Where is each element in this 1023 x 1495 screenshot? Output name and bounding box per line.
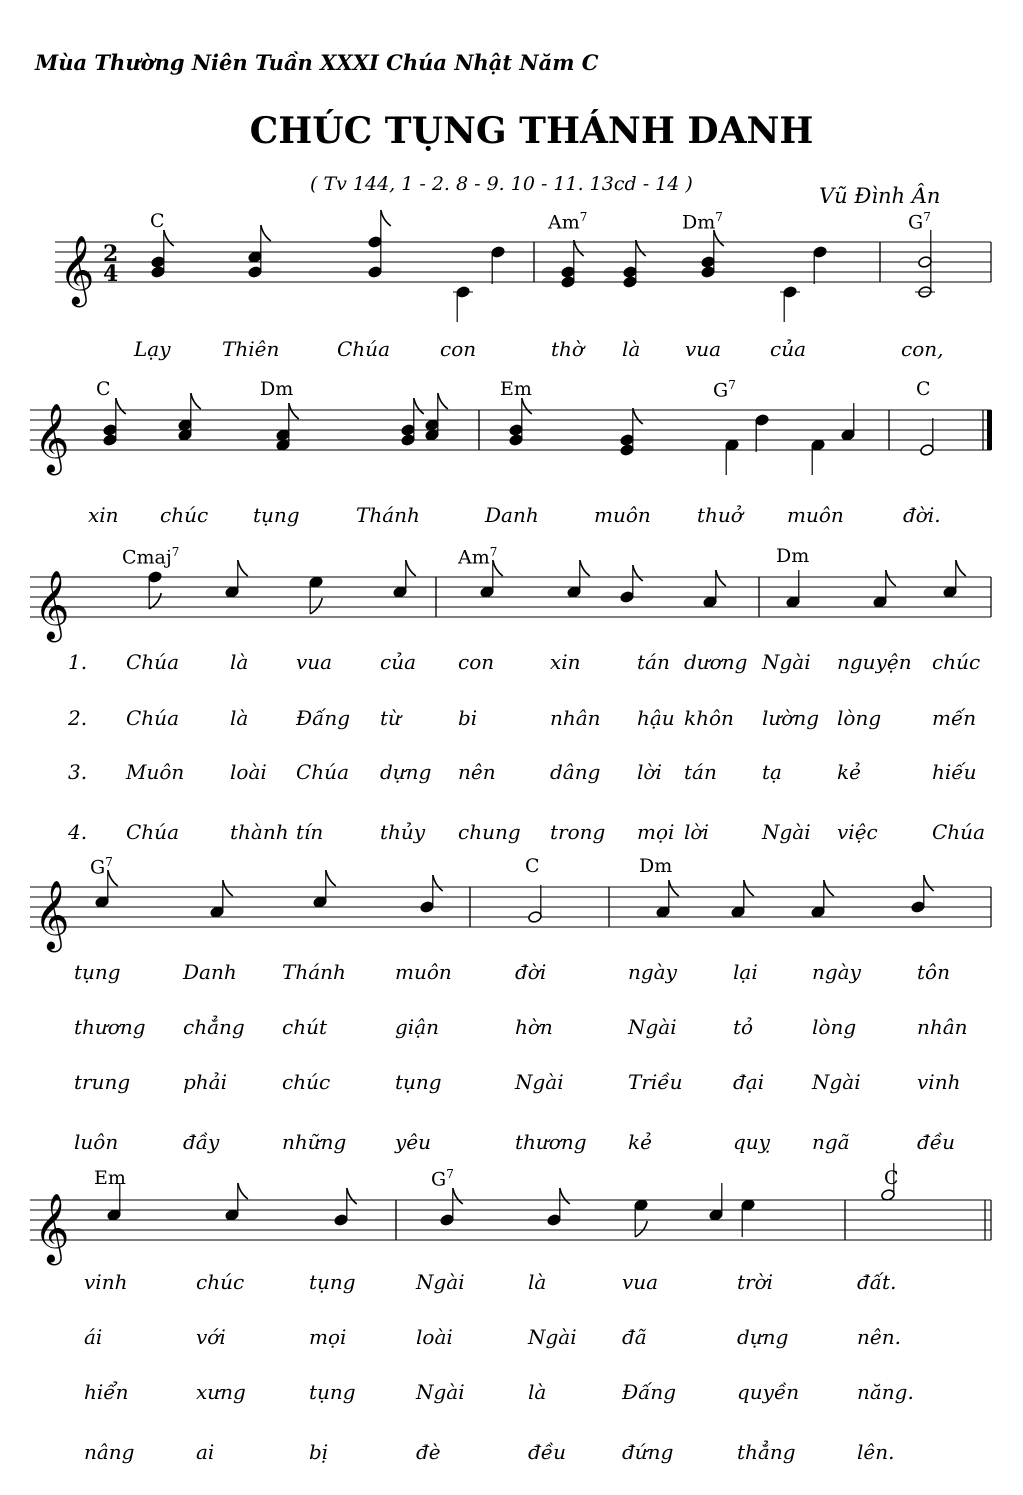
composer: Vũ Đình Ân bbox=[819, 184, 941, 208]
lyric-syllable: vua bbox=[685, 337, 722, 361]
lyric-syllable: Thiên bbox=[222, 337, 280, 361]
time-signature-bottom: 4 bbox=[103, 261, 119, 287]
chord-name: Dm bbox=[260, 378, 294, 400]
lyric-syllable: tụng bbox=[309, 1380, 356, 1404]
lyric-syllable: Thánh bbox=[356, 503, 420, 527]
lyric-syllable: những bbox=[282, 1130, 347, 1154]
lyric-syllable: đầy bbox=[183, 1130, 220, 1154]
lyric-syllable: dựng bbox=[380, 760, 432, 784]
chord-name: Dm bbox=[776, 545, 810, 567]
lyric-syllable: tụng bbox=[74, 960, 121, 984]
lyric-syllable: loài bbox=[416, 1325, 453, 1349]
lyric-syllable: quỵ bbox=[733, 1130, 770, 1154]
lyric-syllable: luôn bbox=[74, 1130, 119, 1154]
chord-name: Em bbox=[94, 1167, 126, 1189]
lyric-syllable: nên bbox=[458, 760, 496, 784]
lyric-syllable: tụng bbox=[395, 1070, 442, 1094]
lyric-syllable: chẳng bbox=[183, 1015, 245, 1039]
lyric-syllable: dâng bbox=[550, 760, 601, 784]
lyric-syllable: lường bbox=[762, 706, 820, 730]
lyric-syllable: Lạy bbox=[134, 337, 171, 361]
chord-symbol bbox=[94, 1167, 126, 1189]
lyric-syllable: dựng bbox=[737, 1325, 789, 1349]
lyric-syllable: từ bbox=[380, 706, 401, 730]
chord-name: C bbox=[916, 378, 931, 400]
lyric-syllable: nhân bbox=[550, 706, 601, 730]
lyric-syllable: 3. bbox=[68, 760, 88, 784]
treble-clef-icon: 𝄞 bbox=[34, 880, 70, 950]
chord-name: Dm bbox=[682, 211, 716, 234]
treble-clef-icon: 𝄞 bbox=[59, 235, 95, 305]
lyric-syllable: nâng bbox=[84, 1440, 135, 1464]
lyric-syllable: 4. bbox=[68, 820, 88, 844]
lyric-syllable: chúc bbox=[282, 1070, 331, 1094]
chord-name: G bbox=[90, 856, 106, 879]
lyric-syllable: hiển bbox=[84, 1380, 129, 1404]
lyric-syllable: loài bbox=[230, 760, 267, 784]
note bbox=[709, 1183, 724, 1221]
lyric-syllable: lên. bbox=[857, 1440, 895, 1464]
lyric-syllable: hiếu bbox=[932, 760, 977, 784]
lyric-syllable: của bbox=[380, 650, 417, 674]
lyric-syllable: hờn bbox=[515, 1015, 553, 1039]
lyric-syllable: là bbox=[528, 1270, 547, 1294]
lyric-syllable: Thánh bbox=[282, 960, 346, 984]
lyric-syllable: Ngài bbox=[762, 820, 811, 844]
lyric-syllable: phải bbox=[183, 1070, 228, 1094]
lyric-syllable: thương bbox=[74, 1015, 146, 1039]
lyric-syllable: Chúa bbox=[126, 706, 179, 730]
lyric-syllable: khôn bbox=[684, 706, 734, 730]
lyric-syllable: là bbox=[230, 650, 249, 674]
lyric-syllable: vinh bbox=[84, 1270, 128, 1294]
lyric-syllable: lời bbox=[637, 760, 662, 784]
note bbox=[334, 1188, 357, 1226]
lyric-syllable: đều bbox=[528, 1440, 566, 1464]
lyric-syllable: nên. bbox=[857, 1325, 901, 1349]
treble-clef-icon: 𝄞 bbox=[34, 570, 70, 640]
lyric-syllable: giận bbox=[395, 1015, 440, 1039]
lyric-syllable: Ngài bbox=[416, 1270, 465, 1294]
lyric-syllable: mọi bbox=[637, 820, 675, 844]
lyric-syllable: ngã bbox=[812, 1130, 850, 1154]
lyric-syllable: con bbox=[440, 337, 477, 361]
chord-name: G bbox=[713, 379, 729, 402]
lyric-syllable: hậu bbox=[637, 706, 675, 730]
lyric-syllable: Chúa bbox=[932, 820, 985, 844]
lyric-syllable: chúc bbox=[160, 503, 209, 527]
lyric-syllable: Đấng bbox=[622, 1380, 677, 1404]
lyric-syllable: xin bbox=[550, 650, 581, 674]
lyric-syllable: ái bbox=[84, 1325, 103, 1349]
psalm-reference: ( Tv 144, 1 - 2. 8 - 9. 10 - 11. 13cd - 14 ) bbox=[310, 173, 693, 195]
chord-name: Em bbox=[500, 378, 532, 400]
lyric-syllable: đời. bbox=[903, 503, 941, 527]
lyric-syllable: mến bbox=[932, 706, 977, 730]
lyric-syllable: của bbox=[770, 337, 807, 361]
lyric-syllable: thủy bbox=[380, 820, 426, 844]
lyric-syllable: là bbox=[528, 1380, 547, 1404]
chord-extension: 7 bbox=[105, 855, 113, 869]
lyric-syllable: việc bbox=[837, 820, 878, 844]
lyric-syllable: chung bbox=[458, 820, 521, 844]
chord-extension: 7 bbox=[489, 545, 498, 559]
lyric-syllable: yêu bbox=[395, 1130, 432, 1154]
treble-clef-icon: 𝄞 bbox=[34, 1193, 70, 1263]
chord-symbol bbox=[431, 1167, 454, 1190]
liturgical-season: Mùa Thường Niên Tuần XXXI Chúa Nhật Năm C bbox=[35, 50, 599, 75]
chord-extension: 7 bbox=[171, 545, 180, 559]
note bbox=[440, 1188, 463, 1226]
chord-name: C bbox=[884, 1167, 899, 1189]
lyric-syllable: con bbox=[458, 650, 495, 674]
lyric-syllable: trời bbox=[737, 1270, 774, 1294]
lyric-syllable: bi bbox=[458, 706, 478, 730]
lyric-syllable: ai bbox=[196, 1440, 215, 1464]
lyric-syllable: Triều bbox=[628, 1070, 683, 1094]
lyric-syllable: Ngài bbox=[762, 650, 811, 674]
chord-extension: 7 bbox=[579, 210, 588, 224]
lyric-syllable: thuở bbox=[697, 503, 743, 527]
chord-name: C bbox=[96, 378, 111, 400]
lyric-syllable: Chúa bbox=[337, 337, 390, 361]
song-title: CHÚC TỤNG THÁNH DANH bbox=[249, 110, 814, 152]
lyric-syllable: là bbox=[622, 337, 641, 361]
lyric-syllable: muôn bbox=[787, 503, 844, 527]
note bbox=[547, 1188, 570, 1226]
lyric-syllable: lòng bbox=[837, 706, 882, 730]
lyric-syllable: Ngài bbox=[812, 1070, 861, 1094]
chord-extension: 7 bbox=[728, 378, 736, 392]
lyric-syllable: kẻ bbox=[837, 760, 861, 784]
lyric-syllable: thờ bbox=[551, 337, 584, 361]
lyric-syllable: đất. bbox=[857, 1270, 897, 1294]
lyric-syllable: Danh bbox=[485, 503, 539, 527]
note bbox=[634, 1199, 649, 1237]
lyric-syllable: chúc bbox=[196, 1270, 245, 1294]
lyric-syllable: tôn bbox=[917, 960, 950, 984]
lyric-syllable: trung bbox=[74, 1070, 131, 1094]
lyric-syllable: lại bbox=[733, 960, 758, 984]
lyric-syllable: đại bbox=[733, 1070, 765, 1094]
chord-extension: 7 bbox=[446, 1167, 454, 1181]
lyric-syllable: vinh bbox=[917, 1070, 961, 1094]
lyric-syllable: thương bbox=[515, 1130, 587, 1154]
lyric-syllable: Đấng bbox=[296, 706, 351, 730]
lyric-syllable: 1. bbox=[68, 650, 88, 674]
lyric-syllable: muôn bbox=[594, 503, 651, 527]
chord-name: G bbox=[431, 1168, 447, 1191]
lyric-syllable: đời bbox=[515, 960, 547, 984]
chord-symbol bbox=[884, 1167, 899, 1189]
lyric-syllable: muôn bbox=[395, 960, 452, 984]
chord-name: G bbox=[908, 211, 924, 234]
lyric-syllable: ngày bbox=[812, 960, 861, 984]
lyric-syllable: tỏ bbox=[733, 1015, 754, 1039]
time-signature-top: 2 bbox=[103, 241, 119, 267]
lyric-syllable: xin bbox=[88, 503, 119, 527]
lyric-syllable: con, bbox=[901, 337, 944, 361]
lyric-syllable: ngày bbox=[628, 960, 677, 984]
lyric-syllable: xưng bbox=[196, 1380, 246, 1404]
treble-clef-icon: 𝄞 bbox=[34, 403, 70, 473]
chord-name: C bbox=[150, 210, 165, 232]
lyric-syllable: Chúa bbox=[126, 820, 179, 844]
note bbox=[225, 1183, 248, 1221]
lyric-syllable: Chúa bbox=[296, 760, 349, 784]
lyric-syllable: Muôn bbox=[126, 760, 185, 784]
lyric-syllable: chút bbox=[282, 1015, 327, 1039]
lyric-syllable: Ngài bbox=[416, 1380, 465, 1404]
lyric-syllable: đứng bbox=[622, 1440, 674, 1464]
lyric-syllable: thành bbox=[230, 820, 289, 844]
lyric-syllable: 2. bbox=[68, 706, 88, 730]
lyric-syllable: bị bbox=[309, 1440, 329, 1464]
lyric-syllable: là bbox=[230, 706, 249, 730]
lyric-syllable: Ngài bbox=[515, 1070, 564, 1094]
chord-name: Am bbox=[458, 546, 490, 569]
lyric-syllable: với bbox=[196, 1325, 226, 1349]
lyric-syllable: tụng bbox=[253, 503, 300, 527]
lyric-syllable: đã bbox=[622, 1325, 647, 1349]
lyric-syllable: tán bbox=[684, 760, 717, 784]
lyric-syllable: Ngài bbox=[628, 1015, 677, 1039]
chord-name: Am bbox=[548, 211, 580, 234]
chord-name: Dm bbox=[639, 855, 673, 877]
lyric-syllable: kẻ bbox=[628, 1130, 652, 1154]
lyric-syllable: chúc bbox=[932, 650, 981, 674]
lyric-syllable: lòng bbox=[812, 1015, 857, 1039]
lyric-syllable: tín bbox=[296, 820, 324, 844]
lyric-syllable: nguyện bbox=[837, 650, 912, 674]
lyric-syllable: vua bbox=[622, 1270, 659, 1294]
lyric-syllable: vua bbox=[296, 650, 333, 674]
lyric-syllable: năng. bbox=[857, 1380, 914, 1404]
lyric-syllable: quyền bbox=[737, 1380, 800, 1404]
lyric-syllable: dương bbox=[684, 650, 748, 674]
lyric-syllable: nhân bbox=[917, 1015, 968, 1039]
note bbox=[741, 1199, 756, 1237]
lyric-syllable: Ngài bbox=[528, 1325, 577, 1349]
lyric-syllable: tán bbox=[637, 650, 670, 674]
lyric-syllable: tụng bbox=[309, 1270, 356, 1294]
lyric-syllable: lời bbox=[684, 820, 709, 844]
chord-name: C bbox=[525, 855, 540, 877]
lyric-syllable: trong bbox=[550, 820, 606, 844]
lyric-syllable: tạ bbox=[762, 760, 782, 784]
lyric-syllable: Danh bbox=[183, 960, 237, 984]
lyric-syllable: thẳng bbox=[737, 1440, 796, 1464]
lyric-syllable: đều bbox=[917, 1130, 955, 1154]
lyric-syllable: mọi bbox=[309, 1325, 347, 1349]
lyric-syllable: Chúa bbox=[126, 650, 179, 674]
lyric-syllable: đè bbox=[416, 1440, 441, 1464]
chord-name: Cmaj bbox=[122, 546, 172, 569]
chord-extension: 7 bbox=[715, 210, 723, 224]
chord-extension: 7 bbox=[923, 210, 931, 224]
